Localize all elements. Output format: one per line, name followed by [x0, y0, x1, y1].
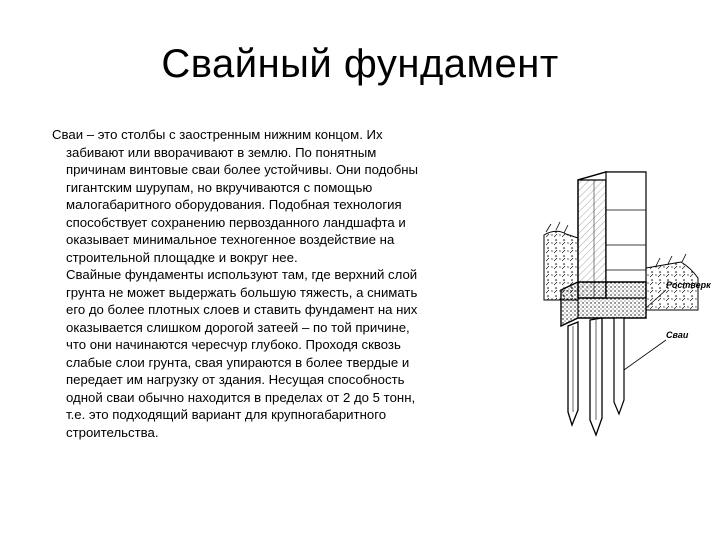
piles — [568, 318, 624, 435]
text-line: малогабаритного оборудования. Подобная технология — [66, 197, 402, 212]
text-line: одной сваи обычно находится в пределах от 2 до 5 тонн, — [66, 389, 416, 405]
text-line: грунта не может выдержать большую тяжесть, а снимать — [66, 284, 418, 300]
text-line: что они начинаются чересчур глубоко. Проходя сквозь — [66, 337, 401, 352]
wall — [578, 172, 646, 298]
grillage-slab — [561, 282, 646, 326]
body-text — [52, 126, 504, 441]
text-line: строительной площадке и вокруг нее. — [66, 249, 298, 265]
label-rostverk: Ростверк — [666, 280, 711, 290]
text-line: передает им нагрузку от здания. Несущая способность — [66, 372, 405, 387]
text-line: забивают или вворачивают в землю. По понятным — [66, 144, 377, 160]
text-line: Свайные фундаменты используют там, где верхний слой — [66, 267, 418, 282]
text-line: т.е. это подходящий вариант для крупногабаритного — [66, 407, 387, 422]
text-line: строительства. — [66, 424, 159, 440]
text-line: гигантским шурупам, но вкручиваются с помощью — [66, 179, 373, 195]
text-line: оказывает минимальное техногенное воздействие на — [66, 232, 395, 247]
text-line: оказывается слишком дорогой затеей – по той причине, — [66, 319, 410, 335]
text-line: его до более плотных слоев и ставить фундамент на них — [66, 302, 418, 317]
pile-foundation-figure — [506, 150, 711, 450]
label-svai: Сваи — [666, 330, 689, 340]
text-line: способствует сохранению первозданного ландшафта и — [66, 214, 406, 230]
slide-title: Свайный фундамент — [161, 42, 559, 86]
text-line: Сваи – это столбы с заостренным нижним концом. Их — [52, 127, 383, 142]
text-line: причинам винтовые сваи более устойчивы. Они подобны — [66, 162, 419, 177]
text-line: слабые слои грунта, свая упираются в более твердые и — [66, 354, 410, 370]
